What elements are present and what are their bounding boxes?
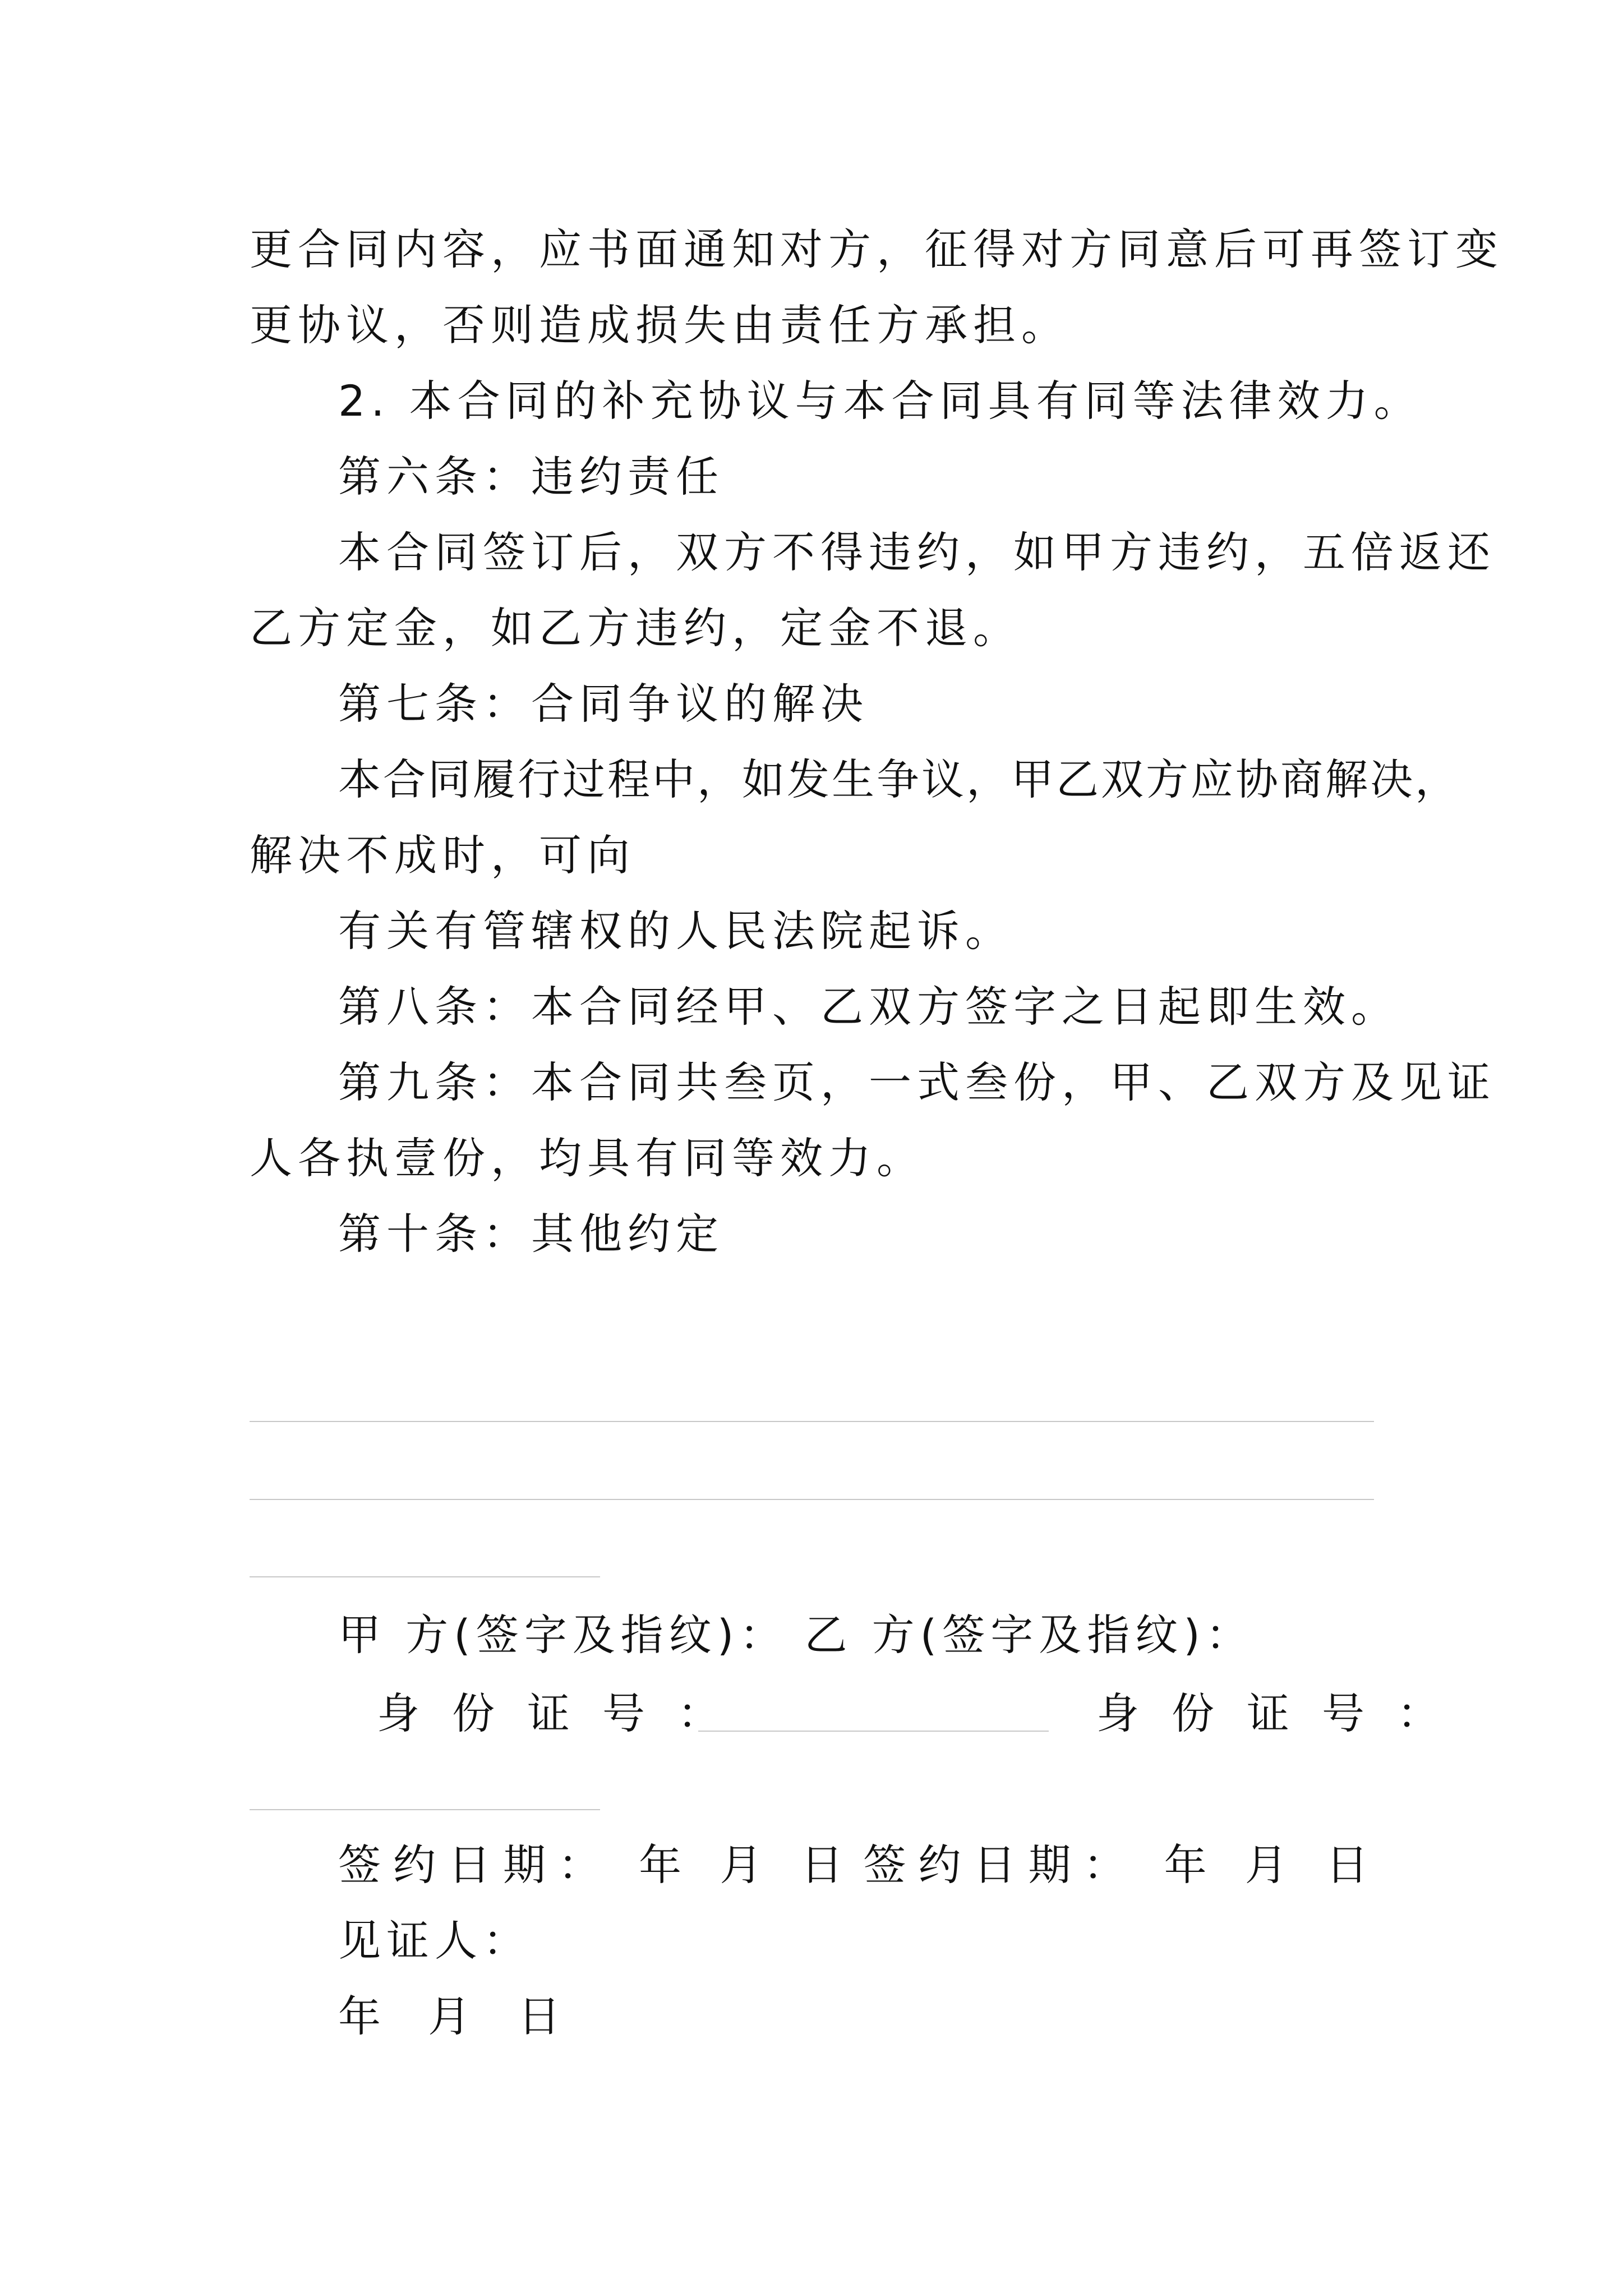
fill-in-line bbox=[250, 1421, 1374, 1422]
party-b-signature-label: 乙 方(签字及指纹)： bbox=[804, 1610, 1254, 1660]
party-b-signing-date: 签约日期： 年 月 日 bbox=[863, 1840, 1381, 1890]
clause-heading: 第九条：本合同共叁页，一式叁份，甲、乙双方及见证 bbox=[338, 1057, 1496, 1107]
clause-heading: 第六条：违约责任 bbox=[338, 452, 724, 501]
clause-heading: 第七条：合同争议的解决 bbox=[338, 679, 869, 729]
signing-date-row bbox=[338, 1837, 1488, 1893]
body-line: 有关有管辖权的人民法院起诉。 bbox=[338, 906, 1013, 956]
id-number-line-b bbox=[250, 1809, 600, 1810]
body-line: 更协议，否则造成损失由责任方承担。 bbox=[250, 300, 1069, 350]
body-line: 人各执壹份，均具有同等效力。 bbox=[250, 1133, 925, 1183]
body-line: 乙方定金，如乙方违约，定金不退。 bbox=[250, 603, 1021, 653]
clause-heading: 第八条：本合同经甲、乙双方签字之日起即生效。 bbox=[338, 982, 1399, 1032]
witness-date: 年 月 日 bbox=[338, 1991, 578, 2041]
signature-row bbox=[338, 1607, 1488, 1663]
id-number-label-a: 身份证号： bbox=[377, 1688, 753, 1738]
body-line: 本合同签订后，双方不得违约，如甲方违约，五倍返还 bbox=[338, 527, 1496, 577]
party-a-signature-label: 甲 方(签字及指纹)： bbox=[338, 1610, 788, 1660]
fill-in-line bbox=[250, 1576, 600, 1577]
id-number-line-a bbox=[698, 1731, 1049, 1732]
fill-in-line bbox=[250, 1499, 1374, 1500]
clause-heading: 第十条：其他约定 bbox=[338, 1209, 724, 1259]
body-line: 解决不成时，可向 bbox=[250, 830, 635, 880]
id-number-label-b: 身份证号： bbox=[1096, 1688, 1472, 1738]
witness-label: 见证人： bbox=[338, 1916, 531, 1966]
party-a-signing-date: 签约日期： 年 月 日 bbox=[338, 1840, 856, 1890]
clause-item: 2. 本合同的补充协议与本合同具有同等法律效力。 bbox=[338, 376, 1422, 426]
body-line: 本合同履行过程中，如发生争议，甲乙双方应协商解决， bbox=[338, 754, 1460, 804]
body-line: 更合同内容，应书面通知对方，征得对方同意后可再签订变 bbox=[250, 224, 1504, 274]
